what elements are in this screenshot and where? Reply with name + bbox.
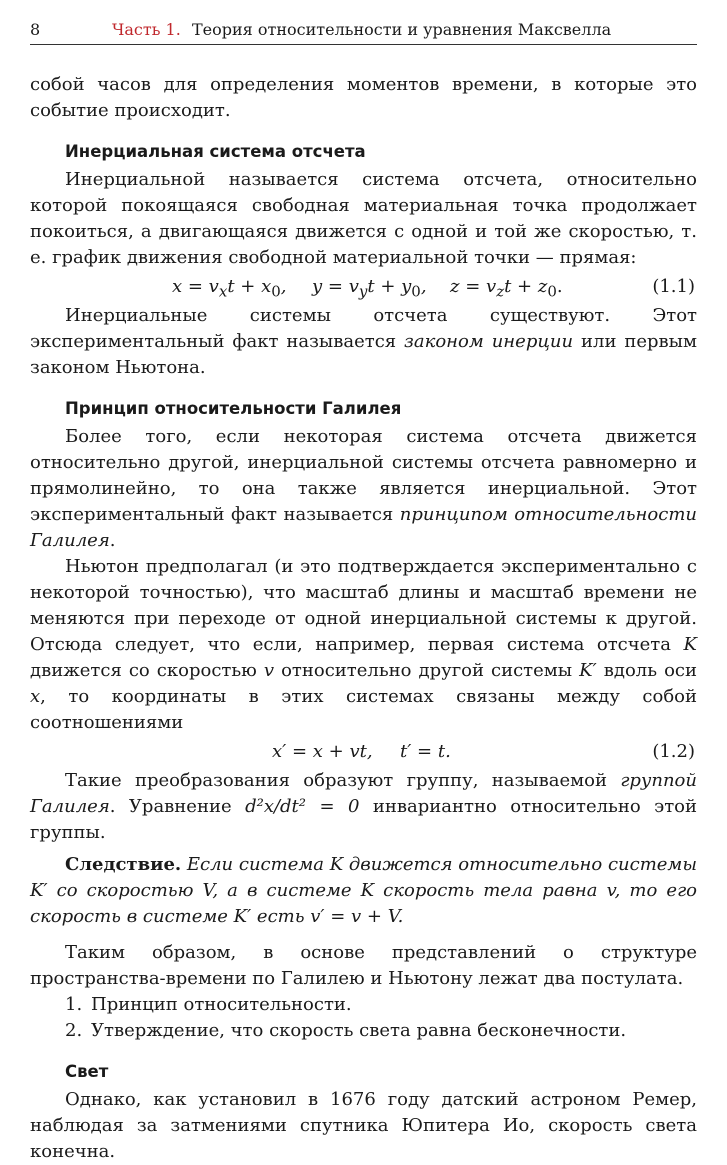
list-item: 2. Утверждение, что скорость света равна бесконечности. <box>65 1020 627 1041</box>
term-law-of-inertia: законом инерции <box>404 331 574 352</box>
paragraph-inertial-definition: Инерциальной называется система отсчета, относительно которой покоящаяся свободная материальная точка продолжает покоиться, а двигающаяся движется с одной и той же скоростью, т. е. график движения свободной материальной точки — прямая: <box>30 169 697 268</box>
equation-1-1-y: $y = v_yt + y_0$, <box>312 276 427 301</box>
paragraph-galileo-principle: Более того, если некоторая система отсчета движется относительно другой, инерциальной системы отсчета равномерно и прямолинейно, то она также является инерциальной. Этот экспериментальный факт называется принципом относительности Галилея. <box>30 426 697 551</box>
corollary-label: Следствие. <box>65 854 182 875</box>
heading-inertial-frame: Инерциальная система отсчета <box>65 142 366 161</box>
equation-1-1 <box>30 271 697 303</box>
paragraph-newton-assumption: Ньютон предполагал (и это подтверждается экспериментально с некоторой точностью), что масштаб длины и масштаб времени не меняются при переходе от одной инерциальной системы к другой. Отсюда следует, что если, например, первая система отсчета K движется со скоростью v относительно другой системы K′ вдоль оси x, то координаты в этих системах связаны между собой соотношениями <box>30 556 697 733</box>
paragraph-law-of-inertia: Инерциальные системы отсчета существуют. Этот экспериментальный факт называется законом инерции или первым законом Ньютона. <box>30 305 697 378</box>
part-label: Часть 1. <box>112 20 181 39</box>
equation-1-2 <box>30 736 697 768</box>
paragraph-light-speed: Однако, как установил в 1676 году датский астроном Ремер, наблюдая за затмениями спутника Юпитера Ио, скорость света конечна. <box>30 1089 697 1162</box>
equation-1-1-z: $z = v_zt + z_0$. <box>450 276 563 301</box>
equation-1-1-x: $x = v_xt + x_0$, <box>172 276 287 301</box>
paragraph-postulates-intro: Таким образом, в основе представлений о структуре пространства-времени по Галилею и Ньютону лежат два постулата. <box>30 942 697 989</box>
postulates-list <box>30 992 697 1044</box>
heading-light: Свет <box>65 1062 109 1081</box>
intro-paragraph: собой часов для определения моментов времени, в которые это событие происходит. <box>30 74 697 121</box>
equation-1-2-t: t′ = t. <box>400 741 451 762</box>
heading-galileo-principle: Принцип относительности Галилея <box>65 399 402 418</box>
header-title: Теория относительности и уравнения Максвелла <box>192 20 612 39</box>
corollary-text: Если система K движется относительно системы K′ со скоростью V, а в системе K скорость тела равна v, то его скорость в системе K′ есть v′ = v + V. <box>30 854 698 927</box>
running-header <box>30 18 697 45</box>
equation-number-1-1: (1.1) <box>652 276 695 297</box>
page-number: 8 <box>30 20 41 39</box>
equation-number-1-2: (1.2) <box>652 741 695 762</box>
paragraph-galileo-group: Такие преобразования образуют группу, называемой группой Галилея. Уравнение d²x/dt² = 0 инвариантно относительно этой группы. <box>30 770 698 843</box>
term-galileo-group: группой Галилея <box>30 770 697 817</box>
equation-1-2-x: x′ = x + vt, <box>272 741 373 762</box>
term-galileo-principle: принципом относительности Галилея <box>30 504 697 551</box>
equation-inline: d²x/dt² = 0 <box>245 796 360 817</box>
corollary <box>30 852 697 930</box>
list-item: 1. Принцип относительности. <box>65 994 352 1015</box>
